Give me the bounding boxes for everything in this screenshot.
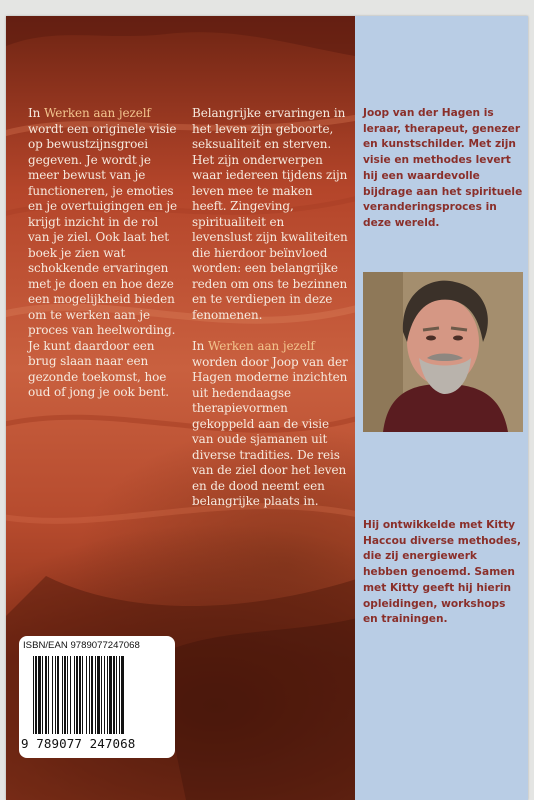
intro-paragraph: In Werken aan jezelf wordt een originele visie op bewustzijnsgroei gegeven. Je wordt je meer bewust van je functioneren, je emoties en je overtuigingen en je krijgt inzicht in de rol van je ziel. Ook laat het boek je zien wat schokkende ervaringen met je doen en hoe deze een mogelijkheid bieden om te werken aan je proces van heelwording. Je kunt daardoor een brug slaan naar een gezonde toekomst, hoe oud of jong je ook bent.	[28, 106, 178, 399]
insights-paragraph: In Werken aan jezelf worden door Joop van der Hagen moderne inzichten uit hedendaagse therapievormen gekoppeld aan de visie van oude sjamanen uit diverse tradities. De reis van de ziel door het leven en de dood neemt een belangrijke plaats in.	[192, 339, 348, 508]
experiences-paragraph: Belangrijke ervaringen in het leven zijn geboorte, seksualiteit en sterven. Het zijn onderwerpen waar iedereen tijdens zijn leven mee te maken heeft. Zingeving, spiritualiteit en levenslust zijn kwaliteiten die hierdoor beïnvloed worden: een belangrijke reden om ons te bezinnen en te verdiepen in deze fenomenen.	[192, 106, 348, 322]
book-title-highlight: Werken aan jezelf	[207, 339, 315, 353]
barcode-digits: 9 789077 247068	[21, 736, 136, 751]
rock-texture-panel	[6, 16, 355, 800]
book-back-cover	[6, 16, 528, 800]
middle-column	[192, 106, 348, 510]
author-bio-top: Joop van der Hagen is leraar, therapeut, genezer en kunstschilder. Met zijn visie en methodes levert hij een waardevolle bijdrage aan het spirituele veranderingsproces in deze wereld.	[363, 107, 523, 229]
author-bio-bottom: Hij ontwikkelde met Kitty Haccou diverse methodes, die zij energiewerk hebben genoemd. Samen met Kitty geeft hij hierin opleidingen, workshops en trainingen.	[363, 519, 521, 626]
isbn-label: ISBN/EAN 9789077247068	[23, 640, 140, 651]
intro-column	[28, 106, 180, 401]
author-photo-image	[363, 272, 523, 432]
barcode-image	[33, 656, 167, 734]
author-portrait	[363, 272, 523, 432]
book-title-highlight: Werken aan jezelf	[43, 106, 151, 120]
isbn-barcode-box	[19, 636, 175, 758]
